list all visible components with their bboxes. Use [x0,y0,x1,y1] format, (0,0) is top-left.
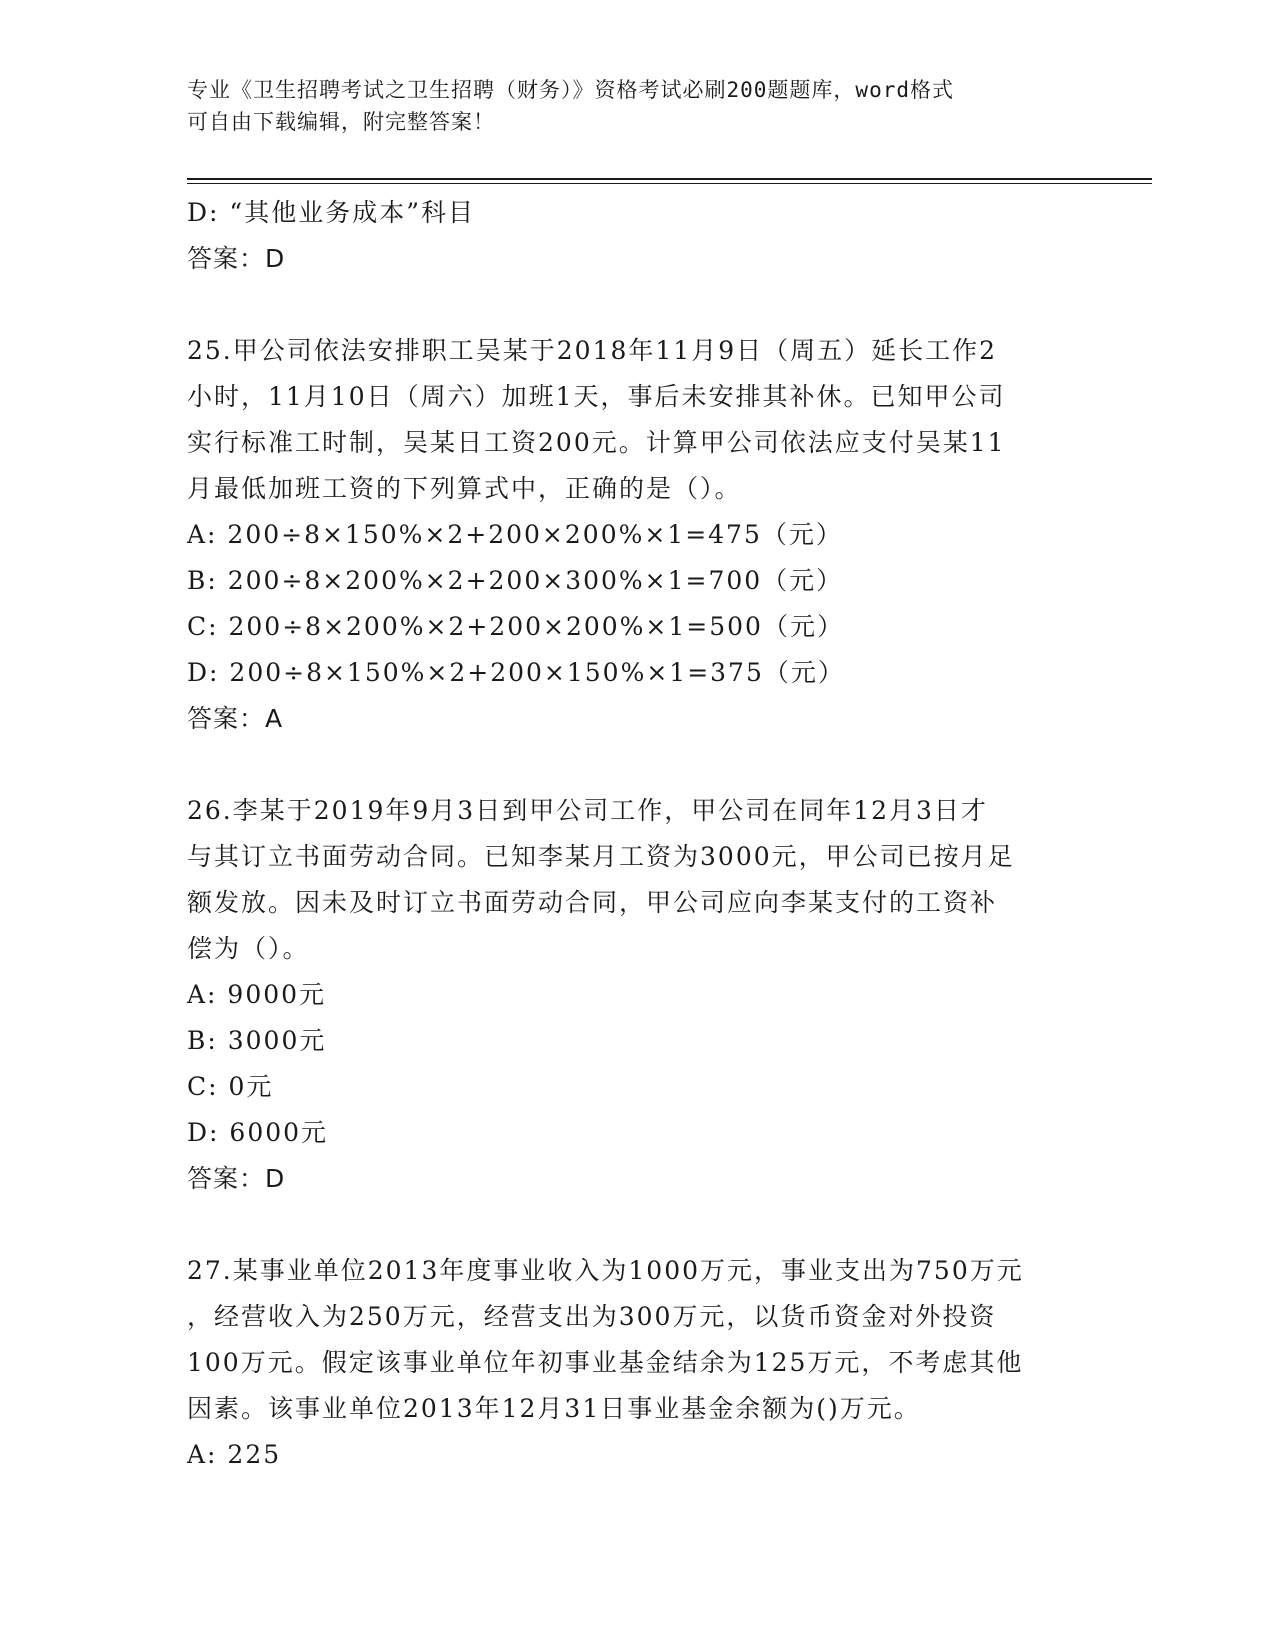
option-a: A: 9000元 [187,980,327,1009]
question-stem-line: 26.李某于2019年9月3日到甲公司工作，甲公司在同年12月3日才 [187,796,988,825]
header-line-2: 可自由下载编辑，附完整答案！ [187,110,495,134]
question-26 [187,788,1087,1202]
header-divider-thick [187,178,1152,180]
question-stem-line: 与其订立书面劳动合同。已知李某月工资为3000元，甲公司已按月足 [187,842,1015,871]
header-divider-thin [187,183,1152,184]
question-stem-line: ，经营收入为250万元，经营支出为300万元，以货币资金对外投资 [187,1302,997,1331]
option-d: D: “其他业务成本”科目 [187,198,475,227]
question-stem-line: 偿为（）。 [187,934,310,963]
page-header [187,74,1067,138]
question-stem-line: 小时，11月10日（周六）加班1天，事后未安排其补休。已知甲公司 [187,382,1006,411]
question-stem-line: 月最低加班工资的下列算式中，正确的是（）。 [187,474,742,503]
answer: 答案：D [187,1164,286,1193]
spacer [187,282,1087,328]
question-stem-line: 100万元。假定该事业单位年初事业基金结余为125万元，不考虑其他 [187,1348,1024,1377]
question-stem-line: 因素。该事业单位2013年12月31日事业基金余额为()万元。 [187,1394,921,1423]
question-stem-line: 25.甲公司依法安排职工吴某于2018年11月9日（周五）延长工作2 [187,336,998,365]
spacer [187,742,1087,788]
option-d: D: 6000元 [187,1118,329,1147]
option-b: B: 3000元 [187,1026,327,1055]
answer: 答案：D [187,244,286,273]
answer: 答案：A [187,704,284,733]
question-stem-line: 额发放。因未及时订立书面劳动合同，甲公司应向李某支付的工资补 [187,888,998,917]
question-24-tail [187,190,1087,282]
question-stem-line: 27.某事业单位2013年度事业收入为1000万元，事业支出为750万元 [187,1256,1024,1285]
question-25 [187,328,1087,742]
question-27 [187,1248,1087,1478]
spacer [187,1202,1087,1248]
header-line-1: 专业《卫生招聘考试之卫生招聘（财务）》资格考试必刷200题题库，word格式 [187,78,954,102]
option-c: C: 0元 [187,1072,274,1101]
document-body [187,190,1087,1478]
option-b: B: 200÷8×200%×2+200×300%×1=700（元） [187,566,844,595]
option-a: A: 225 [187,1440,282,1469]
option-d: D: 200÷8×150%×2+200×150%×1=375（元） [187,658,845,687]
question-stem-line: 实行标准工时制，吴某日工资200元。计算甲公司依法应支付吴某11 [187,428,1006,457]
option-a: A: 200÷8×150%×2+200×200%×1=475（元） [187,520,843,549]
option-c: C: 200÷8×200%×2+200×200%×1=500（元） [187,612,844,641]
